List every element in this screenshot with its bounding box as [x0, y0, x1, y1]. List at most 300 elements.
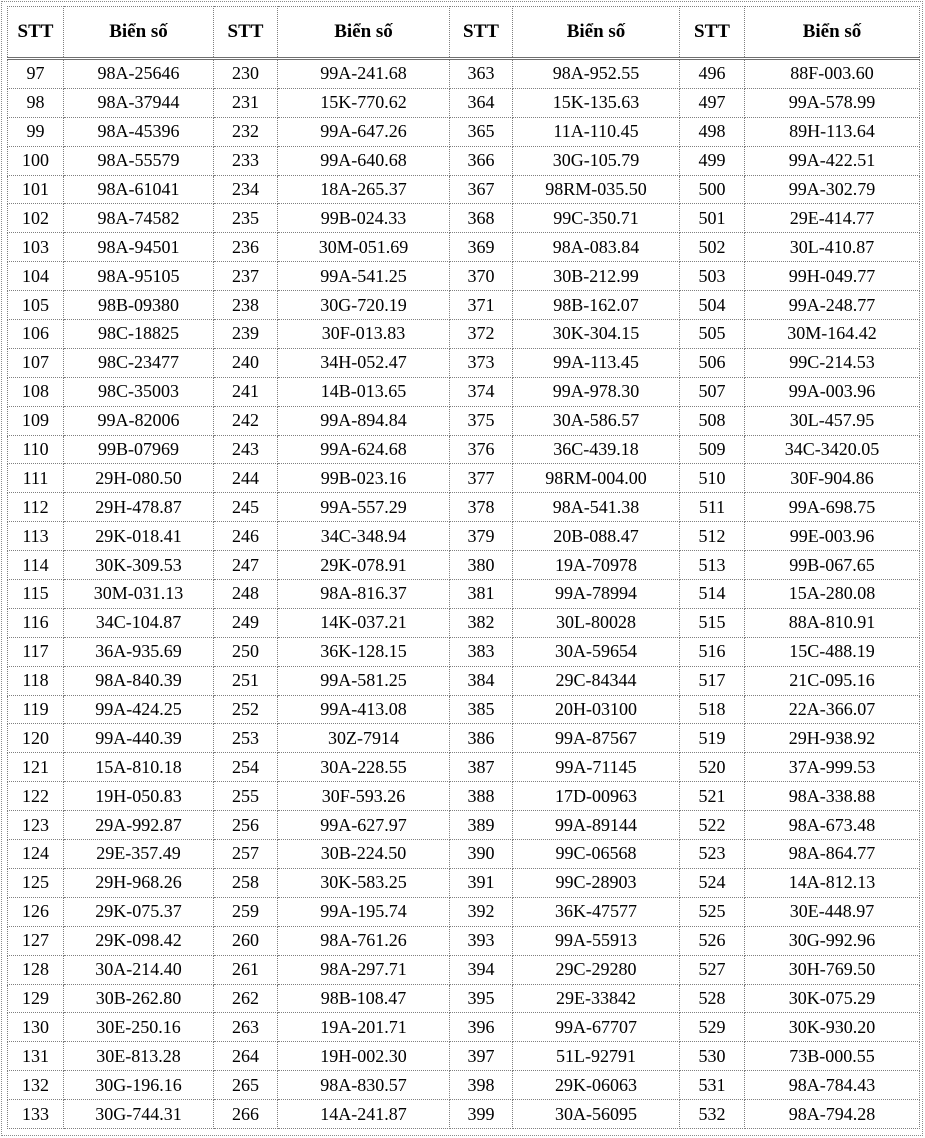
stt-cell: 118: [8, 666, 64, 695]
stt-cell: 259: [214, 897, 278, 926]
stt-cell: 368: [450, 204, 513, 233]
plate-cell: 99A-89144: [513, 811, 680, 840]
stt-cell: 120: [8, 724, 64, 753]
plate-cell: 99A-624.68: [278, 435, 450, 464]
plate-cell: 29E-414.77: [745, 204, 920, 233]
stt-cell: 503: [680, 262, 745, 291]
stt-cell: 372: [450, 320, 513, 349]
plate-cell: 99B-023.16: [278, 464, 450, 493]
plate-cell: 99B-024.33: [278, 204, 450, 233]
table-row: [8, 88, 920, 117]
stt-cell: 387: [450, 753, 513, 782]
table-row: [8, 522, 920, 551]
stt-cell: 125: [8, 868, 64, 897]
plate-cell: 99A-302.79: [745, 175, 920, 204]
stt-cell: 394: [450, 955, 513, 984]
plate-cell: 29K-075.37: [64, 897, 214, 926]
column-header-stt-2: STT: [214, 7, 278, 59]
plate-cell: 99H-049.77: [745, 262, 920, 291]
stt-cell: 257: [214, 840, 278, 869]
plate-cell: 30Z-7914: [278, 724, 450, 753]
table-row: [8, 1042, 920, 1071]
stt-cell: 523: [680, 840, 745, 869]
plate-cell: 98B-108.47: [278, 984, 450, 1013]
plate-cell: 15C-488.19: [745, 637, 920, 666]
stt-cell: 98: [8, 88, 64, 117]
table-row: [8, 320, 920, 349]
stt-cell: 381: [450, 580, 513, 609]
plate-cell: 51L-92791: [513, 1042, 680, 1071]
plate-cell: 99A-557.29: [278, 493, 450, 522]
plate-cell: 99A-82006: [64, 406, 214, 435]
plate-cell: 14A-241.87: [278, 1100, 450, 1129]
plate-cell: 30K-583.25: [278, 868, 450, 897]
plate-cell: 30E-813.28: [64, 1042, 214, 1071]
stt-cell: 103: [8, 233, 64, 262]
stt-cell: 390: [450, 840, 513, 869]
stt-cell: 529: [680, 1013, 745, 1042]
stt-cell: 119: [8, 695, 64, 724]
plate-cell: 99A-424.25: [64, 695, 214, 724]
stt-cell: 516: [680, 637, 745, 666]
plate-cell: 99E-003.96: [745, 522, 920, 551]
plate-cell: 98A-840.39: [64, 666, 214, 695]
stt-cell: 397: [450, 1042, 513, 1071]
stt-cell: 247: [214, 551, 278, 580]
plate-cell: 22A-366.07: [745, 695, 920, 724]
plate-cell: 98B-09380: [64, 291, 214, 320]
stt-cell: 513: [680, 551, 745, 580]
stt-cell: 251: [214, 666, 278, 695]
plate-cell: 99A-894.84: [278, 406, 450, 435]
plate-cell: 98A-673.48: [745, 811, 920, 840]
plate-cell: 30F-904.86: [745, 464, 920, 493]
plate-cell: 18A-265.37: [278, 175, 450, 204]
plate-cell: 20H-03100: [513, 695, 680, 724]
plate-cell: 99A-113.45: [513, 348, 680, 377]
stt-cell: 526: [680, 926, 745, 955]
plate-cell: 29K-078.91: [278, 551, 450, 580]
plate-cell: 99B-067.65: [745, 551, 920, 580]
stt-cell: 399: [450, 1100, 513, 1129]
table-row: [8, 377, 920, 406]
plate-cell: 98C-18825: [64, 320, 214, 349]
stt-cell: 99: [8, 117, 64, 146]
stt-cell: 116: [8, 608, 64, 637]
stt-cell: 258: [214, 868, 278, 897]
plate-cell: 36K-47577: [513, 897, 680, 926]
stt-cell: 378: [450, 493, 513, 522]
plate-cell: 98RM-035.50: [513, 175, 680, 204]
stt-cell: 498: [680, 117, 745, 146]
stt-cell: 124: [8, 840, 64, 869]
stt-cell: 388: [450, 782, 513, 811]
plate-cell: 29K-098.42: [64, 926, 214, 955]
plate-cell: 99A-248.77: [745, 291, 920, 320]
plate-cell: 88F-003.60: [745, 59, 920, 89]
stt-cell: 262: [214, 984, 278, 1013]
stt-cell: 530: [680, 1042, 745, 1071]
stt-cell: 504: [680, 291, 745, 320]
plate-cell: 98A-25646: [64, 59, 214, 89]
plate-cell: 19A-70978: [513, 551, 680, 580]
plate-cell: 99A-241.68: [278, 59, 450, 89]
table-row: [8, 1013, 920, 1042]
plate-cell: 30B-262.80: [64, 984, 214, 1013]
plate-cell: 99A-647.26: [278, 117, 450, 146]
plate-cell: 98A-74582: [64, 204, 214, 233]
plate-cell: 21C-095.16: [745, 666, 920, 695]
plate-cell: 36A-935.69: [64, 637, 214, 666]
plate-cell: 99A-55913: [513, 926, 680, 955]
plate-cell: 99A-640.68: [278, 146, 450, 175]
stt-cell: 264: [214, 1042, 278, 1071]
plate-cell: 98A-61041: [64, 175, 214, 204]
column-header-bienso-3: Biển số: [513, 7, 680, 59]
table-row: [8, 955, 920, 984]
stt-cell: 520: [680, 753, 745, 782]
plate-cell: 37A-999.53: [745, 753, 920, 782]
stt-cell: 380: [450, 551, 513, 580]
plate-cell: 15K-770.62: [278, 88, 450, 117]
stt-cell: 532: [680, 1100, 745, 1129]
plate-cell: 29H-080.50: [64, 464, 214, 493]
stt-cell: 237: [214, 262, 278, 291]
stt-cell: 375: [450, 406, 513, 435]
stt-cell: 248: [214, 580, 278, 609]
plate-cell: 30A-56095: [513, 1100, 680, 1129]
table-header: [8, 7, 920, 59]
plate-cell: 15A-810.18: [64, 753, 214, 782]
plate-cell: 29K-018.41: [64, 522, 214, 551]
plate-cell: 30L-410.87: [745, 233, 920, 262]
stt-cell: 371: [450, 291, 513, 320]
plate-cell: 99A-71145: [513, 753, 680, 782]
table-row: [8, 984, 920, 1013]
stt-cell: 263: [214, 1013, 278, 1042]
stt-cell: 117: [8, 637, 64, 666]
stt-cell: 500: [680, 175, 745, 204]
plate-cell: 88A-810.91: [745, 608, 920, 637]
stt-cell: 515: [680, 608, 745, 637]
column-header-stt-3: STT: [450, 7, 513, 59]
plate-cell: 99A-422.51: [745, 146, 920, 175]
table-row: [8, 233, 920, 262]
table-row: [8, 753, 920, 782]
stt-cell: 109: [8, 406, 64, 435]
column-header-stt-4: STT: [680, 7, 745, 59]
plate-cell: 29K-06063: [513, 1071, 680, 1100]
plate-cell: 98A-794.28: [745, 1100, 920, 1129]
plate-cell: 30E-448.97: [745, 897, 920, 926]
stt-cell: 367: [450, 175, 513, 204]
plate-cell: 73B-000.55: [745, 1042, 920, 1071]
table-row: [8, 59, 920, 89]
plate-cell: 98A-784.43: [745, 1071, 920, 1100]
stt-cell: 517: [680, 666, 745, 695]
stt-cell: 377: [450, 464, 513, 493]
stt-cell: 369: [450, 233, 513, 262]
table-row: [8, 204, 920, 233]
table-row: [8, 608, 920, 637]
plate-cell: 30K-309.53: [64, 551, 214, 580]
table-row: [8, 724, 920, 753]
table-row: [8, 1071, 920, 1100]
table-row: [8, 1100, 920, 1129]
plate-cell: 30A-228.55: [278, 753, 450, 782]
stt-cell: 231: [214, 88, 278, 117]
plate-cell: 98A-864.77: [745, 840, 920, 869]
stt-cell: 245: [214, 493, 278, 522]
plate-cell: 34C-3420.05: [745, 435, 920, 464]
plate-cell: 99C-214.53: [745, 348, 920, 377]
stt-cell: 114: [8, 551, 64, 580]
plate-cell: 30A-586.57: [513, 406, 680, 435]
stt-cell: 392: [450, 897, 513, 926]
plate-cell: 30M-164.42: [745, 320, 920, 349]
stt-cell: 242: [214, 406, 278, 435]
stt-cell: 236: [214, 233, 278, 262]
table-row: [8, 637, 920, 666]
stt-cell: 373: [450, 348, 513, 377]
plate-cell: 99A-627.97: [278, 811, 450, 840]
plate-cell: 36K-128.15: [278, 637, 450, 666]
plate-cell: 98A-338.88: [745, 782, 920, 811]
plate-cell: 30M-031.13: [64, 580, 214, 609]
table-row: [8, 695, 920, 724]
stt-cell: 502: [680, 233, 745, 262]
plate-cell: 15K-135.63: [513, 88, 680, 117]
stt-cell: 123: [8, 811, 64, 840]
stt-cell: 365: [450, 117, 513, 146]
table-body: [8, 59, 920, 1129]
plate-cell: 99C-28903: [513, 868, 680, 897]
stt-cell: 101: [8, 175, 64, 204]
stt-cell: 129: [8, 984, 64, 1013]
column-header-bienso-4: Biển số: [745, 7, 920, 59]
stt-cell: 112: [8, 493, 64, 522]
table-row: [8, 117, 920, 146]
plate-cell: 34C-104.87: [64, 608, 214, 637]
stt-cell: 499: [680, 146, 745, 175]
stt-cell: 396: [450, 1013, 513, 1042]
plate-cell: 99A-87567: [513, 724, 680, 753]
stt-cell: 235: [214, 204, 278, 233]
stt-cell: 239: [214, 320, 278, 349]
stt-cell: 531: [680, 1071, 745, 1100]
plate-cell: 99B-07969: [64, 435, 214, 464]
stt-cell: 507: [680, 377, 745, 406]
table-row: [8, 348, 920, 377]
stt-cell: 497: [680, 88, 745, 117]
column-header-bienso-2: Biển số: [278, 7, 450, 59]
stt-cell: 370: [450, 262, 513, 291]
stt-cell: 508: [680, 406, 745, 435]
plate-cell: 30K-075.29: [745, 984, 920, 1013]
stt-cell: 232: [214, 117, 278, 146]
stt-cell: 398: [450, 1071, 513, 1100]
plate-cell: 99A-78994: [513, 580, 680, 609]
stt-cell: 501: [680, 204, 745, 233]
plate-cell: 98C-35003: [64, 377, 214, 406]
plate-cell: 98A-297.71: [278, 955, 450, 984]
plate-cell: 30G-720.19: [278, 291, 450, 320]
plate-cell: 36C-439.18: [513, 435, 680, 464]
plate-cell: 29H-938.92: [745, 724, 920, 753]
stt-cell: 252: [214, 695, 278, 724]
plate-cell: 99A-67707: [513, 1013, 680, 1042]
stt-cell: 261: [214, 955, 278, 984]
plate-cell: 99A-978.30: [513, 377, 680, 406]
stt-cell: 391: [450, 868, 513, 897]
plate-cell: 99A-440.39: [64, 724, 214, 753]
plate-cell: 29E-357.49: [64, 840, 214, 869]
plate-cell: 98A-830.57: [278, 1071, 450, 1100]
plate-cell: 34H-052.47: [278, 348, 450, 377]
stt-cell: 127: [8, 926, 64, 955]
table-row: [8, 666, 920, 695]
stt-cell: 524: [680, 868, 745, 897]
stt-cell: 111: [8, 464, 64, 493]
stt-cell: 107: [8, 348, 64, 377]
plate-cell: 29H-968.26: [64, 868, 214, 897]
column-header-bienso-1: Biển số: [64, 7, 214, 59]
column-header-stt-1: STT: [8, 7, 64, 59]
plate-cell: 30G-196.16: [64, 1071, 214, 1100]
plate-cell: 30E-250.16: [64, 1013, 214, 1042]
stt-cell: 250: [214, 637, 278, 666]
plate-cell: 15A-280.08: [745, 580, 920, 609]
stt-cell: 509: [680, 435, 745, 464]
table-row: [8, 897, 920, 926]
table-row: [8, 493, 920, 522]
plate-cell: 30G-992.96: [745, 926, 920, 955]
stt-cell: 389: [450, 811, 513, 840]
plate-cell: 99A-541.25: [278, 262, 450, 291]
stt-cell: 249: [214, 608, 278, 637]
table-row: [8, 551, 920, 580]
plate-cell: 99A-195.74: [278, 897, 450, 926]
table-row: [8, 435, 920, 464]
stt-cell: 505: [680, 320, 745, 349]
stt-cell: 265: [214, 1071, 278, 1100]
plate-cell: 99A-578.99: [745, 88, 920, 117]
plate-cell: 30L-80028: [513, 608, 680, 637]
plate-cell: 98A-94501: [64, 233, 214, 262]
plate-cell: 30L-457.95: [745, 406, 920, 435]
plate-cell: 98A-95105: [64, 262, 214, 291]
stt-cell: 383: [450, 637, 513, 666]
plate-cell: 99A-581.25: [278, 666, 450, 695]
stt-cell: 131: [8, 1042, 64, 1071]
plate-cell: 19H-050.83: [64, 782, 214, 811]
stt-cell: 518: [680, 695, 745, 724]
table-row: [8, 406, 920, 435]
stt-cell: 364: [450, 88, 513, 117]
stt-cell: 130: [8, 1013, 64, 1042]
stt-cell: 255: [214, 782, 278, 811]
stt-cell: 100: [8, 146, 64, 175]
stt-cell: 108: [8, 377, 64, 406]
stt-cell: 376: [450, 435, 513, 464]
stt-cell: 110: [8, 435, 64, 464]
plate-cell: 30G-744.31: [64, 1100, 214, 1129]
stt-cell: 241: [214, 377, 278, 406]
plate-cell: 14B-013.65: [278, 377, 450, 406]
plate-cell: 30B-212.99: [513, 262, 680, 291]
stt-cell: 253: [214, 724, 278, 753]
stt-cell: 244: [214, 464, 278, 493]
plate-table: [7, 6, 920, 1129]
stt-cell: 233: [214, 146, 278, 175]
table-row: [8, 926, 920, 955]
stt-cell: 132: [8, 1071, 64, 1100]
stt-cell: 379: [450, 522, 513, 551]
stt-cell: 374: [450, 377, 513, 406]
plate-cell: 14K-037.21: [278, 608, 450, 637]
plate-cell: 98A-37944: [64, 88, 214, 117]
stt-cell: 246: [214, 522, 278, 551]
stt-cell: 506: [680, 348, 745, 377]
stt-cell: 512: [680, 522, 745, 551]
plate-cell: 30H-769.50: [745, 955, 920, 984]
plate-cell: 99C-06568: [513, 840, 680, 869]
plate-cell: 29A-992.87: [64, 811, 214, 840]
stt-cell: 521: [680, 782, 745, 811]
stt-cell: 382: [450, 608, 513, 637]
plate-cell: 99A-413.08: [278, 695, 450, 724]
stt-cell: 240: [214, 348, 278, 377]
plate-cell: 29H-478.87: [64, 493, 214, 522]
stt-cell: 102: [8, 204, 64, 233]
stt-cell: 511: [680, 493, 745, 522]
stt-cell: 527: [680, 955, 745, 984]
plate-cell: 11A-110.45: [513, 117, 680, 146]
stt-cell: 395: [450, 984, 513, 1013]
stt-cell: 496: [680, 59, 745, 89]
stt-cell: 260: [214, 926, 278, 955]
plate-cell: 30A-214.40: [64, 955, 214, 984]
stt-cell: 256: [214, 811, 278, 840]
plate-cell: 98A-952.55: [513, 59, 680, 89]
plate-cell: 29E-33842: [513, 984, 680, 1013]
stt-cell: 133: [8, 1100, 64, 1129]
table-row: [8, 580, 920, 609]
table-row: [8, 811, 920, 840]
stt-cell: 384: [450, 666, 513, 695]
stt-cell: 254: [214, 753, 278, 782]
plate-cell: 98A-45396: [64, 117, 214, 146]
plate-cell: 30K-930.20: [745, 1013, 920, 1042]
stt-cell: 363: [450, 59, 513, 89]
plate-cell: 30K-304.15: [513, 320, 680, 349]
stt-cell: 234: [214, 175, 278, 204]
stt-cell: 243: [214, 435, 278, 464]
plate-cell: 19A-201.71: [278, 1013, 450, 1042]
table-row: [8, 291, 920, 320]
stt-cell: 366: [450, 146, 513, 175]
table-row: [8, 262, 920, 291]
plate-cell: 34C-348.94: [278, 522, 450, 551]
plate-cell: 29C-84344: [513, 666, 680, 695]
table-row: [8, 868, 920, 897]
plate-cell: 99A-698.75: [745, 493, 920, 522]
plate-cell: 19H-002.30: [278, 1042, 450, 1071]
stt-cell: 128: [8, 955, 64, 984]
plate-cell: 98A-761.26: [278, 926, 450, 955]
plate-cell: 30M-051.69: [278, 233, 450, 262]
stt-cell: 514: [680, 580, 745, 609]
